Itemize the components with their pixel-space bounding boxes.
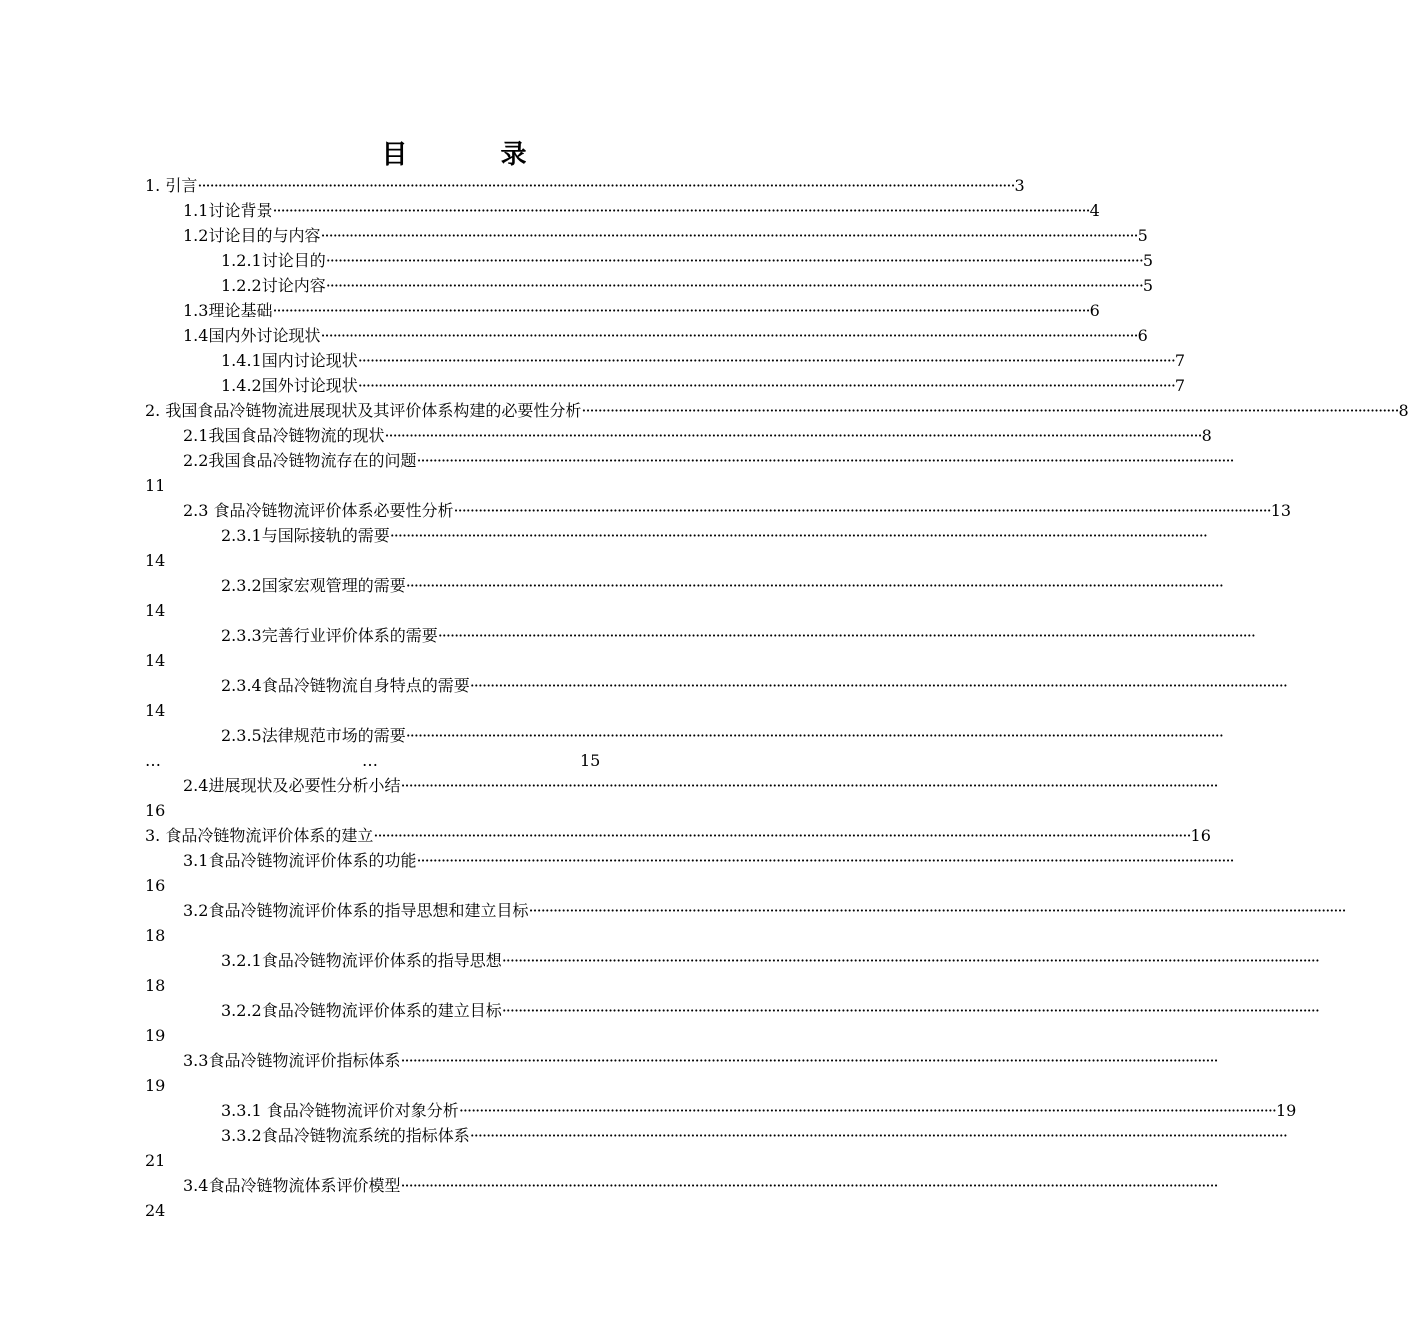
toc-leader: ········································································································································································································	[469, 676, 1287, 695]
toc-entry-page: 14	[145, 701, 166, 720]
toc-entry[interactable]	[221, 624, 1255, 648]
toc-entry-page: 14	[145, 651, 166, 670]
toc-entry-label: 3.1食品冷链物流评价体系的功能	[183, 851, 417, 870]
toc-entry-page: 4	[1089, 201, 1100, 220]
toc-leader: ········································································································································································································	[357, 376, 1175, 395]
toc-leader: ········································································································································································································	[400, 776, 1218, 795]
toc-entry-label: 3.2食品冷链物流评价体系的指导思想和建立目标	[183, 901, 529, 920]
toc-entry[interactable]	[183, 324, 1148, 348]
toc-entry[interactable]	[221, 999, 1319, 1023]
toc-entry-label: 2.2我国食品冷链物流存在的问题	[183, 451, 417, 470]
toc-leader-fragment: …	[145, 751, 161, 770]
toc-entry-page: 3	[1014, 176, 1025, 195]
toc-leader: ········································································································································································································	[501, 951, 1319, 970]
toc-leader: ········································································································································································································	[581, 401, 1399, 420]
toc-entry-page: 16	[145, 801, 166, 820]
toc-leader: ········································································································································································································	[384, 426, 1202, 445]
toc-entry-label: 1.2讨论目的与内容	[183, 226, 321, 245]
toc-entry-label: 1. 引言	[145, 176, 198, 195]
toc-entry-label: 1.2.2讨论内容	[221, 276, 326, 295]
toc-entry-label: 2.3.3完善行业评价体系的需要	[221, 626, 438, 645]
toc-entry[interactable]	[221, 249, 1154, 273]
toc-entry[interactable]	[183, 449, 1234, 473]
toc-leader: ········································································································································································································	[405, 576, 1223, 595]
toc-leader: ········································································································································································································	[405, 726, 1223, 745]
toc-entry-page: 19	[1276, 1101, 1297, 1120]
toc-entry[interactable]	[183, 849, 1234, 873]
toc-entry-label: 3.3.2食品冷链物流系统的指标体系	[221, 1126, 470, 1145]
toc-leader: ········································································································································································································	[373, 826, 1191, 845]
toc-entry[interactable]	[145, 174, 1025, 198]
toc-entry-page: 11	[145, 476, 166, 495]
toc-entry[interactable]	[221, 274, 1154, 298]
toc-entry[interactable]	[221, 674, 1287, 698]
toc-entry-page: 5	[1142, 251, 1154, 270]
toc-entry-page: 18	[145, 926, 166, 945]
toc-entry[interactable]	[183, 499, 1292, 523]
toc-entry-page: 15	[580, 751, 601, 770]
toc-entry[interactable]	[183, 774, 1218, 798]
toc-leader: ········································································································································································································	[400, 1176, 1218, 1195]
toc-entry[interactable]	[221, 349, 1186, 373]
toc-leader: ········································································································································································································	[325, 276, 1143, 295]
toc-entry-label: 2.3.2国家宏观管理的需要	[221, 576, 406, 595]
toc-entry[interactable]	[221, 374, 1186, 398]
toc-entry[interactable]	[183, 1049, 1218, 1073]
toc-entry-label: 3.3.1 食品冷链物流评价对象分析	[221, 1101, 459, 1120]
toc-entry-page: 7	[1174, 351, 1186, 370]
toc-entry-label: 2. 我国食品冷链物流进展现状及其评价体系构建的必要性分析	[145, 401, 582, 420]
toc-leader: ········································································································································································································	[325, 251, 1143, 270]
toc-entry-label: 3.2.2食品冷链物流评价体系的建立目标	[221, 1001, 502, 1020]
toc-entry-page: 16	[145, 876, 166, 895]
toc-leader: ········································································································································································································	[320, 326, 1138, 345]
toc-leader: ········································································································································································································	[437, 626, 1255, 645]
toc-entry-page: 5	[1137, 226, 1148, 245]
toc-entry-label: 3. 食品冷链物流评价体系的建立	[145, 826, 374, 845]
toc-leader: ········································································································································································································	[197, 176, 1015, 195]
toc-entry[interactable]	[221, 524, 1207, 548]
toc-leader: ········································································································································································································	[357, 351, 1175, 370]
toc-entry-label: 2.3.4食品冷链物流自身特点的需要	[221, 676, 470, 695]
toc-entry-label: 1.4.1国内讨论现状	[221, 351, 358, 370]
toc-entry-label: 2.3 食品冷链物流评价体系必要性分析	[183, 501, 454, 520]
toc-entry[interactable]	[183, 1174, 1218, 1198]
toc-entry-page: 16	[1190, 826, 1211, 845]
toc-entry[interactable]	[183, 224, 1148, 248]
toc-entry-page: 5	[1142, 276, 1154, 295]
toc-entry[interactable]	[183, 199, 1100, 223]
toc-entry[interactable]	[221, 949, 1319, 973]
toc-entry-label: 2.3.5法律规范市场的需要	[221, 726, 406, 745]
toc-entry-label: 1.2.1讨论目的	[221, 251, 326, 270]
toc-entry-page: 18	[145, 976, 166, 995]
toc-entry-page: 19	[145, 1026, 166, 1045]
toc-entry-page: 8	[1398, 401, 1409, 420]
toc-leader: ········································································································································································································	[272, 301, 1090, 320]
toc-leader: ········································································································································································································	[416, 851, 1234, 870]
toc-entry-page: 19	[145, 1076, 166, 1095]
toc-entry-label: 1.1讨论背景	[183, 201, 273, 220]
toc-leader: ········································································································································································································	[389, 526, 1207, 545]
toc-leader: ········································································································································································································	[272, 201, 1090, 220]
toc-entry[interactable]	[221, 574, 1223, 598]
toc-entry[interactable]	[145, 399, 1409, 423]
toc-leader: ········································································································································································································	[458, 1101, 1276, 1120]
toc-entry-label: 1.4国内外讨论现状	[183, 326, 321, 345]
toc-leader: ········································································································································································································	[469, 1126, 1287, 1145]
toc-entry-page: 6	[1089, 301, 1100, 320]
toc-entry[interactable]	[183, 424, 1212, 448]
toc-entry-label: 3.4食品冷链物流体系评价模型	[183, 1176, 401, 1195]
toc-leader-fragment: …	[362, 751, 378, 770]
toc-leader: ········································································································································································································	[400, 1051, 1218, 1070]
table-of-contents	[0, 174, 1409, 1224]
toc-entry-label: 1.4.2国外讨论现状	[221, 376, 358, 395]
toc-leader: ········································································································································································································	[501, 1001, 1319, 1020]
toc-entry-label: 1.3理论基础	[183, 301, 273, 320]
toc-leader: ········································································································································································································	[416, 451, 1234, 470]
toc-entry-page: 24	[145, 1201, 166, 1220]
toc-entry[interactable]	[183, 899, 1346, 923]
toc-entry[interactable]	[221, 724, 1223, 748]
toc-entry-page: 7	[1174, 376, 1186, 395]
toc-entry-page: 13	[1270, 501, 1292, 520]
toc-leader: ········································································································································································································	[453, 501, 1271, 520]
toc-leader: ········································································································································································································	[528, 901, 1346, 920]
toc-entry-page: 14	[145, 551, 166, 570]
toc-entry[interactable]	[221, 1099, 1297, 1123]
toc-entry-page: 14	[145, 601, 166, 620]
toc-entry[interactable]	[145, 824, 1211, 848]
toc-leader: ········································································································································································································	[320, 226, 1138, 245]
toc-entry[interactable]	[183, 299, 1100, 323]
toc-entry-label: 2.4进展现状及必要性分析小结	[183, 776, 401, 795]
toc-entry-label: 2.1我国食品冷链物流的现状	[183, 426, 385, 445]
toc-entry-page: 6	[1137, 326, 1148, 345]
toc-entry-page: 21	[145, 1151, 166, 1170]
toc-entry[interactable]	[221, 1124, 1287, 1148]
toc-entry-label: 2.3.1与国际接轨的需要	[221, 526, 390, 545]
toc-entry-label: 3.2.1食品冷链物流评价体系的指导思想	[221, 951, 502, 970]
toc-entry-page: 8	[1201, 426, 1212, 445]
page-title: 目 录	[381, 140, 569, 170]
toc-entry-label: 3.3食品冷链物流评价指标体系	[183, 1051, 401, 1070]
